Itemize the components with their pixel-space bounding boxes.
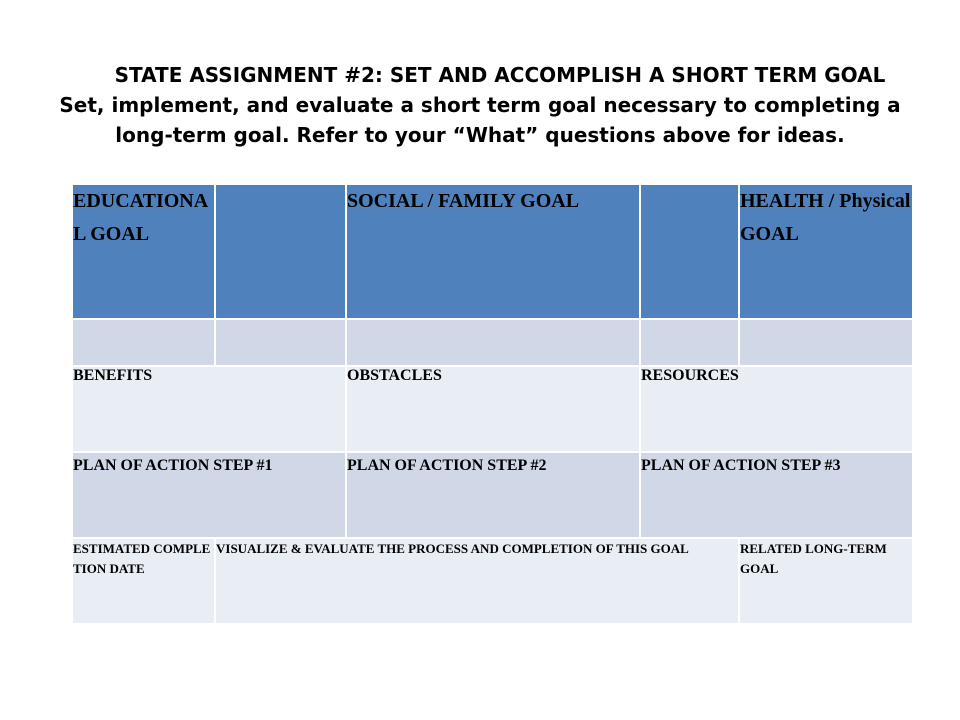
header-blank-cell bbox=[640, 184, 739, 319]
benefits-cell[interactable]: BENEFITS bbox=[72, 366, 346, 452]
assignment-title bbox=[0, 60, 960, 150]
goal-table bbox=[71, 183, 914, 625]
plan-step-3-cell[interactable]: PLAN OF ACTION STEP #3 bbox=[640, 452, 913, 538]
plan-step-1-cell[interactable]: PLAN OF ACTION STEP #1 bbox=[72, 452, 346, 538]
estimated-completion-date-cell[interactable]: ESTIMATED COMPLETION DATE bbox=[72, 538, 215, 624]
blank-row bbox=[72, 319, 913, 366]
title-heading: STATE ASSIGNMENT #2: SET AND ACCOMPLISH A SHORT TERM GOAL bbox=[114, 63, 886, 87]
evaluation-row bbox=[72, 538, 913, 624]
blank-cell[interactable] bbox=[215, 319, 346, 366]
goal-header-row bbox=[72, 184, 913, 319]
visualize-evaluate-cell[interactable]: VISUALIZE & EVALUATE THE PROCESS AND COMPLETION OF THIS GOAL bbox=[215, 538, 739, 624]
title-instruction-line1: Set, implement, and evaluate a short term goal necessary to completing a bbox=[59, 93, 901, 117]
educational-goal-header: EDUCATIONAL GOAL bbox=[72, 184, 215, 319]
related-long-term-goal-cell[interactable]: RELATED LONG-TERM GOAL bbox=[739, 538, 913, 624]
blank-cell[interactable] bbox=[346, 319, 640, 366]
plan-of-action-row bbox=[72, 452, 913, 538]
plan-step-2-cell[interactable]: PLAN OF ACTION STEP #2 bbox=[346, 452, 640, 538]
obstacles-cell[interactable]: OBSTACLES bbox=[346, 366, 640, 452]
blank-cell[interactable] bbox=[72, 319, 215, 366]
health-physical-goal-header: HEALTH / Physical GOAL bbox=[739, 184, 913, 319]
title-instruction-line2: long-term goal. Refer to your “What” questions above for ideas. bbox=[115, 123, 845, 147]
social-family-goal-header: SOCIAL / FAMILY GOAL bbox=[346, 184, 640, 319]
header-blank-cell bbox=[215, 184, 346, 319]
blank-cell[interactable] bbox=[739, 319, 913, 366]
benefits-row bbox=[72, 366, 913, 452]
resources-cell[interactable]: RESOURCES bbox=[640, 366, 913, 452]
blank-cell[interactable] bbox=[640, 319, 739, 366]
